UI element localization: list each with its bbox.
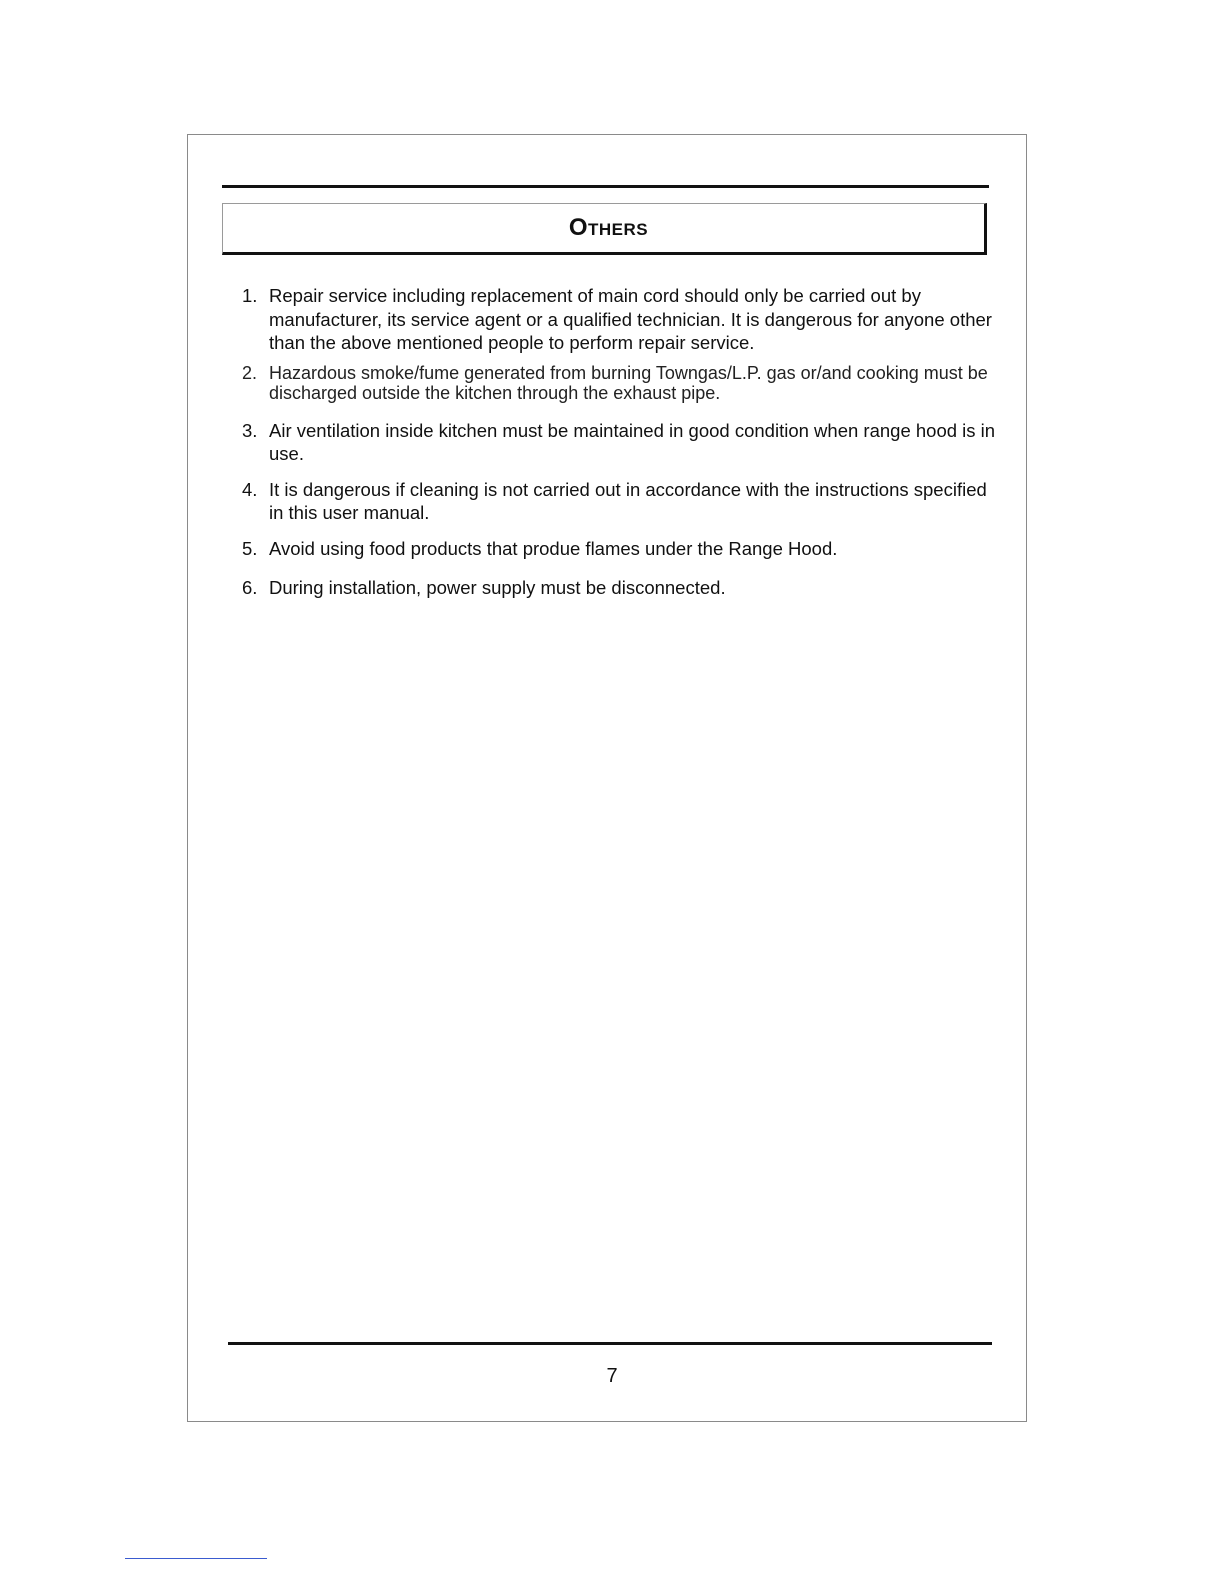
list-item [240,537,1000,561]
list-item-number: 5. [242,537,258,559]
top-rule [222,185,989,188]
list-item-number: 6. [242,577,258,598]
list-item [240,576,1000,600]
page-number: 7 [606,1365,618,1387]
list-item-text: Air ventilation inside kitchen must be maintained in good condition when range hood is in use. [269,419,996,464]
list-item-text: Repair service including replacement of main cord should only be carried out by manufacturer, its service agent or a qualified technician. It is dangerous for anyone other than the above mentioned people to perform repair service. [269,285,992,353]
list-item-number: 1. [242,285,258,306]
bottom-rule [228,1342,992,1345]
list-item-number: 2. [242,362,258,383]
list-item-text: Hazardous smoke/fume generated from burning Towngas/L.P. gas or/and cooking must be discharged outside the kitchen through the exhaust pipe. [269,362,988,403]
list-item-number: 4. [242,478,258,500]
list-item [240,363,1000,403]
list-item [240,284,1000,355]
list-item-text: Avoid using food products that produe flames under the Range Hood. [269,537,838,559]
list-item [240,419,1000,466]
list-item-text: It is dangerous if cleaning is not carried out in accordance with the instructions specified in this user manual. [269,478,987,523]
list-item [240,478,1000,525]
section-title: Others [568,214,649,241]
footer-link-underline [125,1558,267,1559]
safety-list [240,284,1000,600]
section-title-box [222,203,987,255]
list-item-text: During installation, power supply must be disconnected. [269,577,726,598]
list-item-number: 3. [242,419,258,441]
